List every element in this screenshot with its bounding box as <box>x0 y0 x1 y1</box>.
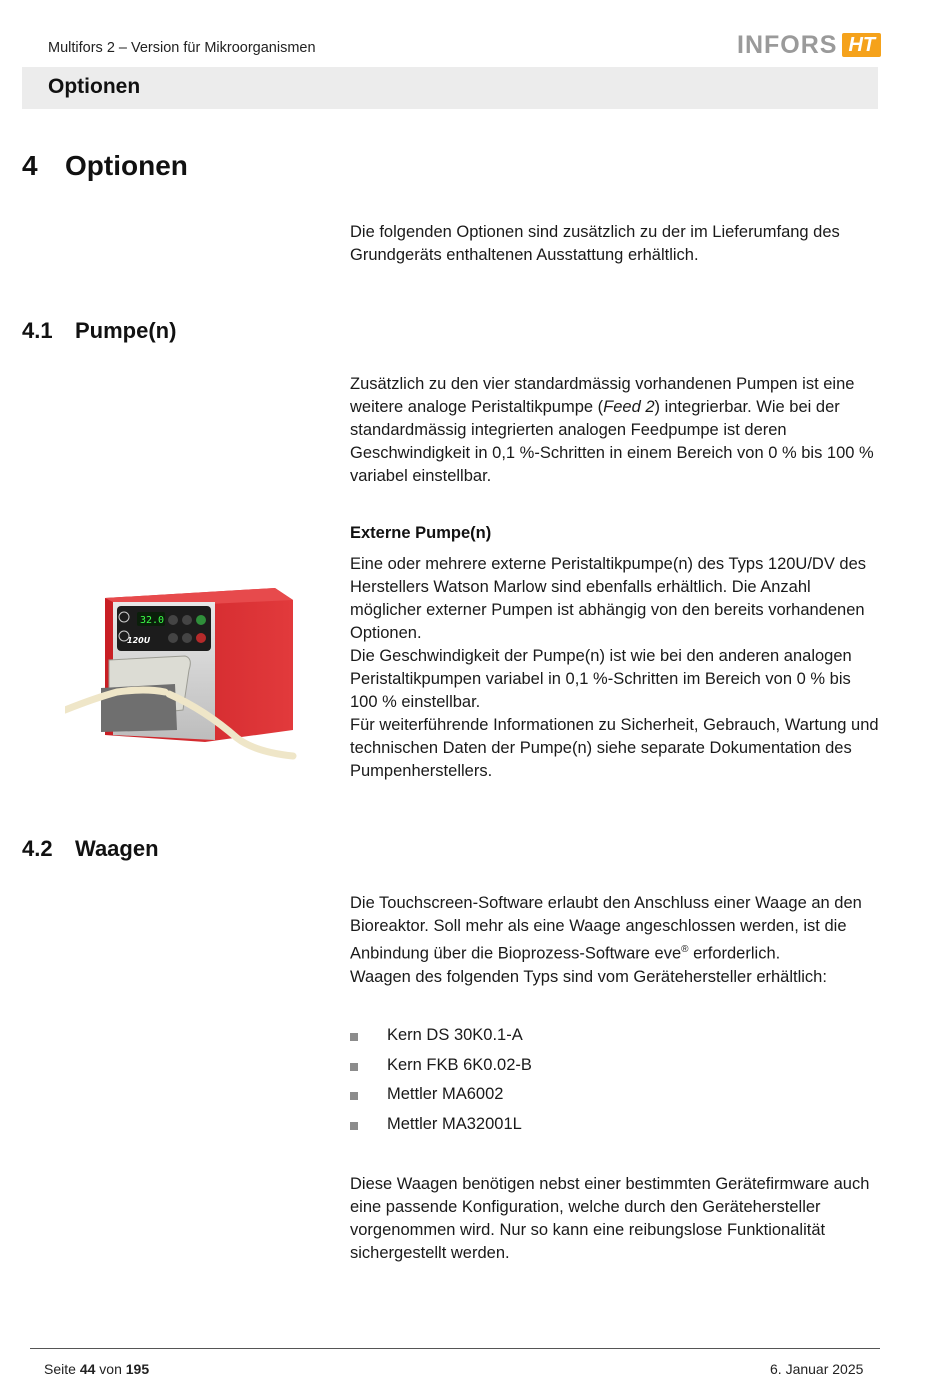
chapter-intro <box>350 221 880 267</box>
infors-ht-logo <box>737 32 881 58</box>
list-item-text: Mettler MA32001L <box>387 1115 522 1133</box>
external-pumps-heading: Externe Pumpe(n) <box>350 524 492 542</box>
external-pumps-p2: Die Geschwindigkeit der Pumpe(n) ist wie bei den anderen analogen Peristaltikpumpen variabel in 0,1 %-Schritten im Bereich von 0 % bis 100 % einstellbar. <box>350 647 852 711</box>
page-prefix: Seite <box>44 1361 80 1377</box>
list-item-text: Kern FKB 6K0.02-B <box>387 1056 532 1074</box>
list-item-text: Mettler MA6002 <box>387 1085 504 1103</box>
scales-text-2: Waagen des folgenden Typs sind vom Gerätehersteller erhältlich: <box>350 968 827 986</box>
bullet-square-icon <box>350 1033 358 1041</box>
page-mid: von <box>95 1361 126 1377</box>
pumps-text-part: Zusätzlich zu den vier standardmässig vorhandenen Pumpen ist eine weitere analoge Peristaltikpumpe ( <box>350 375 855 416</box>
feed-2-term: Feed 2 <box>603 398 655 416</box>
chapter-heading <box>22 150 188 182</box>
section-heading-pumps <box>22 318 176 344</box>
document-title: Multifors 2 – Version für Mikroorganismen <box>48 40 316 56</box>
scales-paragraph-3 <box>350 1173 880 1265</box>
pump-button-icon <box>168 633 178 643</box>
pump-button-icon <box>168 615 178 625</box>
pumps-text-part: ) integrierbar. Wie bei der standardmässig integrierten analogen Feedpumpe ist deren Geschwindigkeit in 0,1 %-Schritten in einem Bereich von 0 % bis 100 % variabel einstellbar. <box>350 398 874 485</box>
list-item-text: Kern DS 30K0.1-A <box>387 1026 523 1044</box>
section-number: 4.2 <box>22 836 53 861</box>
external-pumps-p3: Für weiterführende Informationen zu Sicherheit, Gebrauch, Wartung und technischen Daten der Pumpe(n) siehe separate Dokumentation des Pumpenherstellers. <box>350 716 879 780</box>
pump-stop-icon <box>196 633 206 643</box>
external-pumps-paragraphs <box>350 553 880 783</box>
document-date: 6. Januar 2025 <box>770 1361 864 1377</box>
scales-paragraph-1 <box>350 892 880 966</box>
chapter-intro-text: Die folgenden Optionen sind zusätzlich zu der im Lieferumfang des Grundgeräts enthaltenen Ausstattung erhältlich. <box>350 223 840 264</box>
pump-model-label: 120U <box>127 636 151 645</box>
logo-wordmark: INFORS <box>737 31 838 59</box>
logo-ht-mark: HT <box>842 33 881 57</box>
bullet-square-icon <box>350 1092 358 1100</box>
section-title: Pumpe(n) <box>75 318 177 343</box>
scales-text-part: erforderlich. <box>688 944 781 963</box>
section-title: Waagen <box>75 836 159 861</box>
pump-start-icon <box>196 615 206 625</box>
section-header-title: Optionen <box>48 75 141 98</box>
pump-button-icon <box>182 633 192 643</box>
peristaltic-pump-image <box>65 560 297 760</box>
footer-divider <box>30 1348 880 1349</box>
chapter-title: Optionen <box>65 150 188 181</box>
pumps-text <box>350 373 880 488</box>
scales-text-1 <box>350 892 880 966</box>
scales-text-3: Diese Waagen benötigen nebst einer bestimmten Gerätefirmware auch eine passende Konfiguration, welche durch den Gerätehersteller vorgenommen wird. Nur so kann eine reibungslose Funktionalität sichergestellt werden. <box>350 1175 870 1262</box>
scales-text-part: Die Touchscreen-Software erlaubt den Anschluss einer Waage an den Bioreaktor. Soll mehr als eine Waage angeschlossen werden, ist die Anbindung über die Bioprozess-Software eve <box>350 894 862 963</box>
page-number <box>44 1361 149 1377</box>
bullet-square-icon <box>350 1063 358 1071</box>
section-number: 4.1 <box>22 318 53 343</box>
page-current: 44 <box>79 1361 96 1377</box>
chapter-number: 4 <box>22 150 38 181</box>
pumps-paragraph <box>350 373 880 488</box>
pump-button-icon <box>182 615 192 625</box>
section-heading-scales <box>22 836 159 862</box>
external-pumps-p1: Eine oder mehrere externe Peristaltikpumpe(n) des Typs 120U/DV des Herstellers Watson Marlow sind ebenfalls erhältlich. Die Anzahl möglicher externer Pumpen ist abhängig von den bereits vorhandenen Optionen. <box>350 555 867 642</box>
pump-display-readout: 32.0 <box>140 615 165 626</box>
scales-paragraph-2 <box>350 966 880 989</box>
bullet-square-icon <box>350 1122 358 1130</box>
page-total: 195 <box>125 1361 150 1377</box>
section-header-band <box>22 67 878 109</box>
registered-mark: ® <box>681 944 689 955</box>
